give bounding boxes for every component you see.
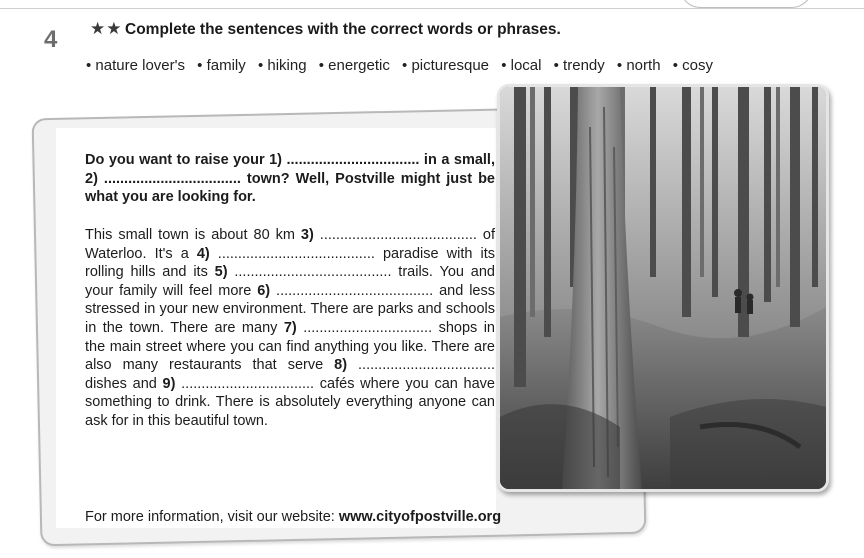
gap-blank: ....................................... trails. You and your family will feel more xyxy=(85,264,495,299)
gap-number: 3) xyxy=(300,227,314,243)
gap-number: 6) xyxy=(257,282,271,299)
text-run: This small town is about 80 km xyxy=(85,227,301,243)
word-bank-item: • trendy xyxy=(553,57,605,74)
word-bank-item: • local xyxy=(501,57,542,74)
forest-photo-illustration xyxy=(500,87,826,489)
gap-number: 1) xyxy=(269,152,282,168)
word-bank-item: • nature lover's xyxy=(86,57,185,74)
website-link[interactable]: www.cityofpostville.org xyxy=(338,509,502,525)
gap-number: 7) xyxy=(283,319,297,336)
footer-text: For more information, visit our website: xyxy=(85,509,339,525)
gap-blank: ................................ shops in the main street where you can find anything you like. There are also many restaurants that serve xyxy=(85,319,495,374)
gap-blank: .................................. town? Well, Postville might just be what you are looking for. xyxy=(85,170,495,206)
gap-number: 2) xyxy=(85,170,98,187)
exercise-instruction: Complete the sentences with the correct words or phrases. xyxy=(125,21,561,38)
article-body xyxy=(85,226,495,431)
page-top-tab xyxy=(680,0,812,8)
word-bank xyxy=(86,57,721,74)
difficulty-stars: ★★ xyxy=(90,19,123,38)
exercise-number: 4 xyxy=(44,26,58,53)
word-bank-item: • cosy xyxy=(672,57,713,74)
article-intro xyxy=(85,151,495,207)
gap-number: 4) xyxy=(196,245,210,262)
text-run: Do you want to raise your xyxy=(85,152,270,168)
word-bank-item: • north xyxy=(616,57,661,74)
gap-blank: ................................. cafés where you can have something to drink. There is absolutely everything anyone can ask for in this beautiful town. xyxy=(85,375,495,429)
gap-number: 5) xyxy=(214,264,228,281)
word-bank-item: • picturesque xyxy=(402,57,490,74)
article-footer xyxy=(85,509,501,525)
gap-number: 9) xyxy=(162,375,176,392)
forest-photo xyxy=(497,84,829,492)
gap-blank: ....................................... and less stressed in your new environment. There are parks and schools in the town. There are many xyxy=(85,282,495,336)
gap-blank: .................................. dishes and xyxy=(85,357,495,392)
word-bank-item: • hiking xyxy=(257,57,307,74)
gap-blank: ....................................... of Waterloo. It's a xyxy=(85,227,495,262)
gap-blank: ................................. in a small, xyxy=(282,152,495,168)
word-bank-item: • energetic xyxy=(318,57,390,74)
word-bank-item: • family xyxy=(197,57,246,74)
gap-blank: ....................................... paradise with its rolling hills and its xyxy=(85,245,495,281)
gap-number: 8) xyxy=(334,357,348,374)
